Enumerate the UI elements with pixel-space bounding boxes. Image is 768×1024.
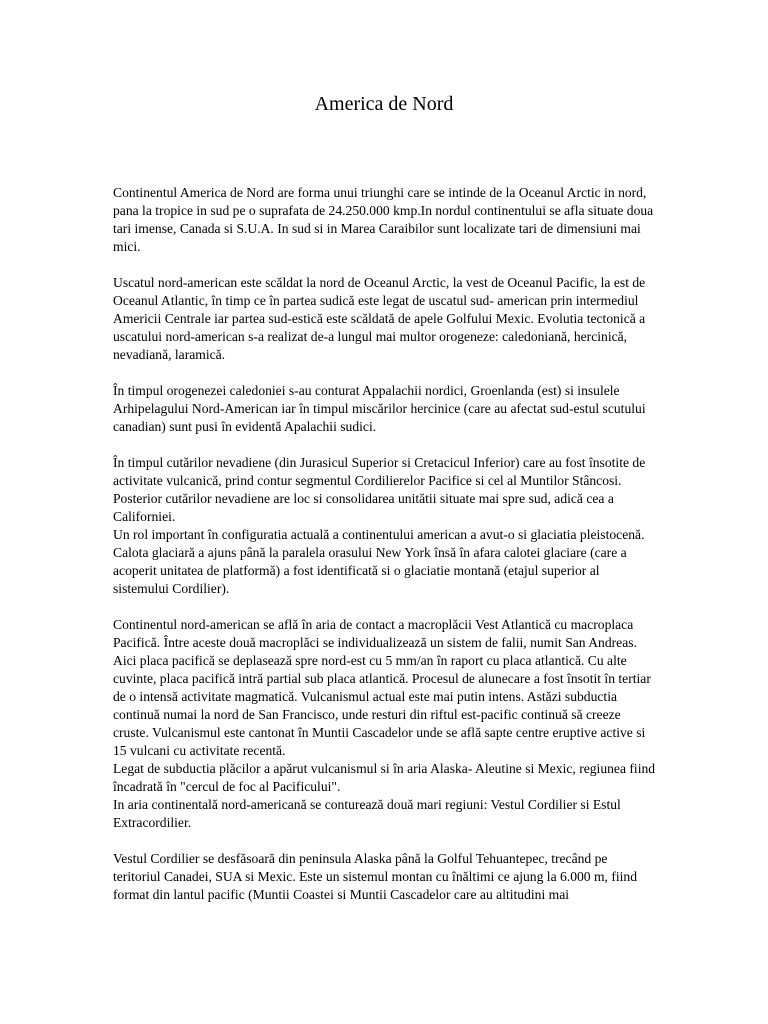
page-title: America de Nord <box>314 93 454 115</box>
paragraph-macroplates: Continentul nord-american se află în aria de contact a macroplăcii Vest Atlantică cu macroplaca Pacifică. Între aceste două macroplăci se individualizează un sistem de falii, numit San Andreas. Aici placa pacifică se deplasează spre nord-est cu 5 mm/an în raport cu placa atlantică. Cu alte cuvinte, placa pacifică intră partial sub placa atlantică. Procesul de alunecare a fost însotit în tertiar de o intensă activitate magmatică. Vulcanismul actual este mai putin intens. Astăzi subductia continuă numai la nord de San Francisco, unde resturi din riftul est-pacific continuă să creeze cruste. Vulcanismul este cantonat în Muntii Cascadelor unde se află sapte centre eruptive active si 15 vulcani cu activitate recentă. <box>113 617 651 758</box>
paragraph-glaciation: Un rol important în configuratia actuală a continentului american a avut-o si glaciatia pleistocenă. Calota glaciară a ajuns până la paralela orasului New York însă în afara calotei glaciare (care a acoperit unitatea de platformă) a fost identificată si o glaciatie montană (etajul superior al sistemului Cordilier). <box>113 527 645 596</box>
paragraph-caledonian-orogeny: În timpul orogenezei caledoniei s-au conturat Appalachii nordici, Groenlanda (est) si insulele Arhipelagului Nord-American iar în timpul miscărilor hercinice (care au afectat sud-estul scutului canadian) sunt pusi în evidentă Apalachii sudici. <box>113 383 646 434</box>
paragraph-continent-shape: Continentul America de Nord are forma unui triunghi care se intinde de la Oceanul Arctic in nord, pana la tropice in sud pe o suprafata de 24.250.000 kmp.In nordul continentului se afla situate doua tari imense, Canada si S.U.A. In sud si in Marea Caraibilor sunt localizate tari de dimensiuni mai mici. <box>113 185 654 254</box>
paragraph-western-cordillera: Vestul Cordilier se desfăsoară din peninsula Alaska până la Golful Tehuantepec, trecând pe teritoriul Canadei, SUA si Mexic. Este un sistemul montan cu înăltimi ce ajung la 6.000 m, fiind format din lantul pacific (Muntii Coastei si Muntii Cascadelor care au altitudini mai <box>113 851 638 902</box>
paragraph-volcanism-alaska: Legat de subductia plăcilor a apărut vulcanismul si în aria Alaska- Aleutine si Mexic, regiunea fiind încadrată în "cercul de foc al Pacificului". <box>113 761 656 794</box>
paragraph-oceans-tectonics: Uscatul nord-american este scăldat la nord de Oceanul Arctic, la vest de Oceanul Pacific, la est de Oceanul Atlantic, în timp ce în partea sudică este legat de uscatul sud- american prin intermediul Americii Centrale iar partea sud-estică este scăldată de apele Golfului Mexic. Evolutia tectonică a uscatului nord-american s-a realizat de-a lungul mai multor orogeneze: caledoniană, hercinică, nevadiană, laramică. <box>113 275 646 362</box>
document-body <box>113 184 658 904</box>
paragraph-nevadian-folding: În timpul cutărilor nevadiene (din Jurasicul Superior si Cretacicul Inferior) care au fost însotite de activitate vulcanică, prind contur segmentul Cordilierelor Pacifice si cel al Muntilor Stâncosi. Posterior cutărilor nevadiene are loc si consolidarea unitătii situate mai spre sud, adică cea a Californiei. <box>113 455 646 524</box>
paragraph-regions: In aria continentală nord-americană se conturează două mari regiuni: Vestul Cordilier si Estul Extracordilier. <box>113 797 621 830</box>
